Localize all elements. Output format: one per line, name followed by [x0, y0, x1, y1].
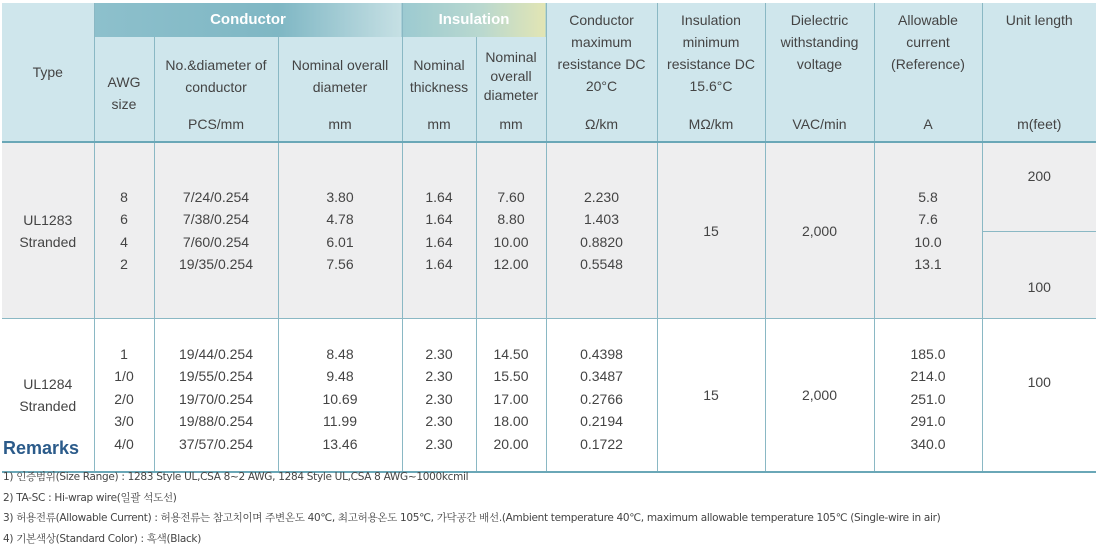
unit-feet: m(feet) [982, 107, 1096, 142]
thickness-value: 1.64 [403, 231, 476, 254]
ins-dia-cell [476, 142, 546, 319]
ins-dia-value: 8.80 [477, 208, 546, 231]
remark-item: 3) 허용전류(Allowable Current) : 허용전류는 참고치이며 주변온도 40℃, 최고허용온도 105℃, 가닥공간 배선.(Ambient temperature 40℃, maximum allowable temperature 105℃ (Single-wire in air) [3, 508, 940, 529]
dielectric-cell: 2,000 [765, 319, 874, 473]
header-max-resistance: Conductor maximum resistance DC 20°C [546, 3, 657, 107]
ins-dia-value: 17.00 [477, 388, 546, 411]
awg-value: 2 [95, 253, 154, 276]
current-value: 13.1 [875, 253, 982, 276]
pcs-value: 7/60/0.254 [155, 231, 278, 254]
header-ins-diameter: Nominal overall diameter [476, 37, 546, 107]
unit-mm-1: mm [278, 107, 402, 142]
type-label: UL1283 [2, 209, 94, 231]
length-cell-top: 200 [982, 142, 1096, 232]
header-awg: AWG size [94, 37, 154, 142]
header-allowable-current: Allowable current (Reference) [874, 3, 982, 107]
thickness-value: 2.30 [403, 433, 476, 456]
awg-value: 1/0 [95, 365, 154, 388]
pcs-value: 37/57/0.254 [155, 433, 278, 456]
resistance-cell [546, 142, 657, 319]
table-row-ul1283 [2, 142, 1096, 232]
pcs-value: 19/35/0.254 [155, 253, 278, 276]
pcs-value: 19/88/0.254 [155, 410, 278, 433]
remark-item: 4) 기본색상(Standard Color) : 흑색(Black) [3, 529, 940, 549]
ins-resistance-cell: 15 [657, 142, 765, 319]
length-cell-bottom: 100 [982, 232, 1096, 319]
cond-dia-value: 9.48 [279, 365, 402, 388]
remarks-title: Remarks [3, 438, 940, 459]
pcs-value: 7/38/0.254 [155, 208, 278, 231]
type-cell-ul1283 [2, 142, 94, 319]
pcs-value: 19/44/0.254 [155, 343, 278, 366]
resistance-value: 1.403 [547, 208, 657, 231]
resistance-value: 0.4398 [547, 343, 657, 366]
current-value: 5.8 [875, 186, 982, 209]
cond-dia-value: 7.56 [279, 253, 402, 276]
current-value: 7.6 [875, 208, 982, 231]
resistance-value: 0.2766 [547, 388, 657, 411]
pcs-value: 19/70/0.254 [155, 388, 278, 411]
remarks-list [3, 467, 940, 549]
ins-resistance-cell: 15 [657, 319, 765, 473]
thickness-value: 1.64 [403, 208, 476, 231]
unit-amp: A [874, 107, 982, 142]
header-unit-length: Unit length [982, 3, 1096, 107]
thickness-cell [402, 142, 476, 319]
awg-value: 4 [95, 231, 154, 254]
header-dielectric: Dielectric withstanding voltage [765, 3, 874, 107]
pcs-value: 7/24/0.254 [155, 186, 278, 209]
resistance-value: 0.2194 [547, 410, 657, 433]
header-type: Type [2, 3, 94, 142]
awg-value: 4/0 [95, 433, 154, 456]
ins-dia-value: 20.00 [477, 433, 546, 456]
resistance-value: 0.1722 [547, 433, 657, 456]
cond-dia-value: 4.78 [279, 208, 402, 231]
current-value: 10.0 [875, 231, 982, 254]
resistance-value: 0.3487 [547, 365, 657, 388]
dielectric-cell: 2,000 [765, 142, 874, 319]
cond-dia-value: 8.48 [279, 343, 402, 366]
cond-dia-value: 3.80 [279, 186, 402, 209]
header-thickness: Nominal thickness [402, 37, 476, 107]
thickness-value: 1.64 [403, 253, 476, 276]
cond-dia-value: 13.46 [279, 433, 402, 456]
header-no-diameter: No.&diameter of conductor [154, 37, 278, 107]
awg-value: 8 [95, 186, 154, 209]
remarks-section [3, 438, 940, 549]
thickness-value: 2.30 [403, 343, 476, 366]
cond-dia-cell [278, 142, 402, 319]
awg-value: 1 [95, 343, 154, 366]
thickness-value: 2.30 [403, 410, 476, 433]
thickness-value: 2.30 [403, 388, 476, 411]
header-insulation: Insulation [402, 3, 546, 37]
thickness-value: 1.64 [403, 186, 476, 209]
type-sublabel: Stranded [2, 231, 94, 253]
unit-mohm: MΩ/km [657, 107, 765, 142]
current-cell [874, 142, 982, 319]
current-value: 214.0 [875, 365, 982, 388]
ins-dia-value: 14.50 [477, 343, 546, 366]
awg-value: 3/0 [95, 410, 154, 433]
spec-table [2, 3, 1096, 473]
current-value: 340.0 [875, 433, 982, 456]
awg-cell [94, 142, 154, 319]
resistance-value: 0.8820 [547, 231, 657, 254]
awg-value: 6 [95, 208, 154, 231]
ins-dia-value: 15.50 [477, 365, 546, 388]
pcs-value: 19/55/0.254 [155, 365, 278, 388]
header-min-resistance: Insulation minimum resistance DC 15.6°C [657, 3, 765, 107]
ins-dia-value: 12.00 [477, 253, 546, 276]
ins-dia-value: 18.00 [477, 410, 546, 433]
resistance-value: 2.230 [547, 186, 657, 209]
length-cell: 100 [982, 319, 1096, 473]
unit-mm-2: mm [402, 107, 476, 142]
thickness-value: 2.30 [403, 365, 476, 388]
cond-dia-value: 11.99 [279, 410, 402, 433]
current-value: 291.0 [875, 410, 982, 433]
header-conductor: Conductor [94, 3, 402, 37]
current-value: 251.0 [875, 388, 982, 411]
unit-ohm: Ω/km [546, 107, 657, 142]
awg-value: 2/0 [95, 388, 154, 411]
resistance-value: 0.5548 [547, 253, 657, 276]
unit-vac: VAC/min [765, 107, 874, 142]
remark-item: 1) 인증범위(Size Range) : 1283 Style UL,CSA 8~2 AWG, 1284 Style UL,CSA 8 AWG~1000kcmil [3, 467, 940, 488]
unit-mm-3: mm [476, 107, 546, 142]
ins-dia-value: 10.00 [477, 231, 546, 254]
type-label: UL1284 [2, 373, 94, 395]
cond-dia-value: 10.69 [279, 388, 402, 411]
current-value: 185.0 [875, 343, 982, 366]
pcs-cell [154, 142, 278, 319]
type-sublabel: Stranded [2, 395, 94, 417]
cond-dia-value: 6.01 [279, 231, 402, 254]
header-cond-diameter: Nominal overall diameter [278, 37, 402, 107]
remark-item: 2) TA-SC : Hi-wrap wire(일괄 석도선) [3, 488, 940, 509]
ins-dia-value: 7.60 [477, 186, 546, 209]
unit-pcs: PCS/mm [154, 107, 278, 142]
